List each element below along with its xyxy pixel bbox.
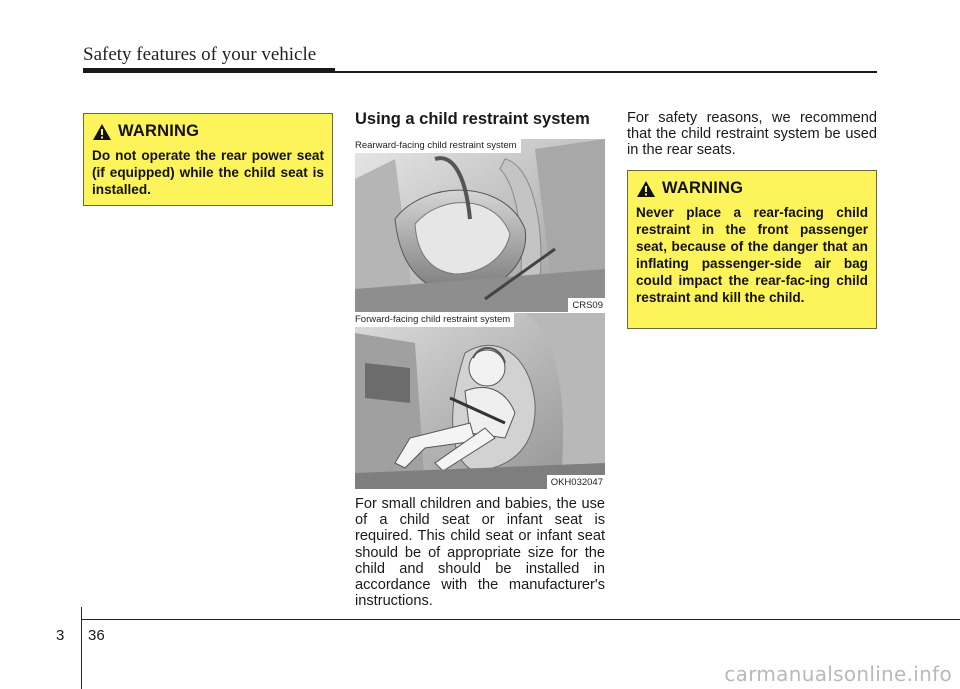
warning-triangle-icon — [636, 180, 656, 198]
header-title: Safety features of your vehicle — [83, 44, 317, 65]
warning-header — [92, 122, 324, 141]
section-body: For small children and babies, the use of a child seat or infant seat is required. This child seat or infant seat should be of appropriate size for the child and should be installed in accordance with the manufacturer's instructions. — [355, 496, 605, 610]
right-column-body: For safety reasons, we recommend that the child restraint system be used in the rear seats. — [627, 110, 877, 159]
footer-vertical-rule — [81, 607, 82, 689]
figure-code: OKH032047 — [547, 475, 605, 489]
watermark: carmanualsonline.info — [724, 662, 952, 686]
warning-text: Never place a rear-facing child restraint in the front passenger seat, because of the danger that an inflating passenger-side air bag could impact the rear-fac-ing child restraint and kill the child. — [636, 205, 868, 305]
warning-header — [636, 179, 868, 198]
warning-title: WARNING — [662, 179, 744, 197]
warning-triangle-icon — [92, 123, 112, 141]
warning-box-front-passenger — [627, 170, 877, 329]
warning-title: WARNING — [118, 122, 200, 140]
section-heading: Using a child restraint system — [355, 110, 590, 128]
page-number: 36 — [88, 627, 105, 644]
figure-rearward-facing — [355, 139, 605, 312]
figure-code: CRS09 — [568, 298, 605, 312]
warning-text: Do not operate the rear power seat (if equipped) while the child seat is installed. — [92, 148, 324, 197]
page-section-number: 3 — [56, 627, 65, 644]
rearward-seat-illustration — [355, 139, 605, 312]
header-rule-thin — [335, 71, 877, 73]
figure-forward-facing — [355, 313, 605, 489]
figure-caption: Forward-facing child restraint system — [355, 313, 514, 327]
forward-seat-illustration — [355, 313, 605, 489]
figure-caption: Rearward-facing child restraint system — [355, 139, 521, 153]
footer-rule — [82, 619, 960, 620]
header-rule-thick — [83, 68, 335, 73]
warning-box-rear-seat — [83, 113, 333, 206]
